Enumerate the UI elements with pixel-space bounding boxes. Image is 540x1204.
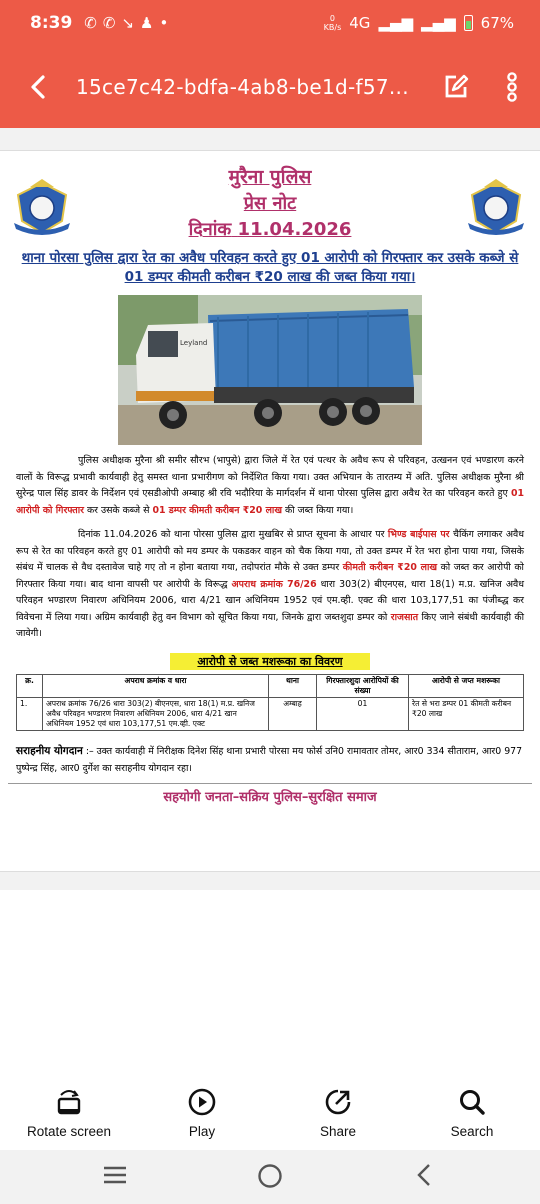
- document-viewer[interactable]: [0, 128, 540, 890]
- play-icon: [187, 1087, 217, 1117]
- table-row: [17, 697, 524, 730]
- edit-button[interactable]: [428, 74, 484, 100]
- doc-type: प्रेस नोट: [243, 193, 297, 214]
- network-type: 4G: [349, 14, 371, 32]
- table-header: थाना: [269, 674, 317, 697]
- system-back-button[interactable]: [414, 1162, 434, 1192]
- table-header-row: [17, 674, 524, 697]
- slogan: सहयोगी जनता–सक्रिय पुलिस–सुरक्षित समाज: [8, 783, 532, 805]
- search-button[interactable]: [442, 1086, 502, 1139]
- table-header: गिरफ्तारशुदा आरोपियों की संख्या: [317, 674, 409, 697]
- headline: थाना पोरसा पुलिस द्वारा रेत का अवैध परिवहन करते हुए 01 आरोपी को गिरफ्तार कर उसके कब्जे से 01 डम्पर कीमती करीबन ₹20 लाख की जब्त किया गया।: [21, 250, 519, 285]
- share-icon: [323, 1087, 353, 1117]
- back-chevron-icon: [414, 1162, 434, 1188]
- table-cell: 1.: [17, 697, 43, 730]
- missed-call-icon: ↘: [121, 14, 135, 32]
- rotate-screen-icon: [55, 1087, 83, 1117]
- home-circle-icon: [256, 1162, 284, 1190]
- police-emblem-right-icon: [462, 177, 530, 237]
- table-cell: अम्बाह: [269, 697, 317, 730]
- press-note: [8, 155, 532, 865]
- search-label: Search: [450, 1124, 494, 1139]
- dumper-truck-image: [118, 295, 422, 445]
- home-button[interactable]: [256, 1162, 284, 1194]
- back-button[interactable]: [0, 74, 76, 100]
- whatsapp-icon: ✆: [84, 14, 97, 32]
- paragraph-1: पुलिस अधीक्षक मुरैना श्री समीर सौरभ (भापुसे) द्वारा जिले में रेत एवं पत्थर के अवैध रूप से परिवहन, उत्खनन एवं भण्डारण करने वालों के विरूद्ध प्रभावी कार्यवाही हेतु समस्त थाना प्रभारीगण को निर्देशित किया गया। उक्त अभियान के तारतम्य में अति. पुलिस अधीक्षक मुरैना श्री सुरेन्द्र पाल सिंह डावर के निर्देशन एवं एसडीओपी अम्बाह श्री रवि भदौरिया के मार्गदर्शन में थाना पोरसा पुलिस द्वारा अवैध रेत का परिवहन करते हुए 01 आरोपी को गिरफ्तार कर उसके कब्जे से 01 डम्पर कीमती करीबन ₹20 लाख की जब्त किया गया।: [16, 455, 525, 516]
- share-label: Share: [319, 1124, 357, 1139]
- file-title: 15ce7c42-bdfa-4ab8-be1d-f57...: [76, 75, 409, 99]
- paragraph-2: दिनांक 11.04.2026 को थाना पोरसा पुलिस द्वारा मुखबिर से प्राप्त सूचना के आधार पर भिण्ड बाईपास पर चैकिंग लगाकर अवैध रूप से रेत का परिवहन करते हुए 01 आरोपी को मय डम्पर के पकडकर वाहन को चैक किया गया, तो उक्त डम्पर में रेत भरा होना पाया गया, जिसके संबंध में चालक से वैध दस्तावेज चाहे गए तो न होना बताया गया, तदोपरांत मौके से उक्त डम्पर कीमती करीबन ₹20 लाख को जब्त कर आरोपी को गिरफ्तार किया गया। बाद थाना वापसी पर आरोपी के विरूद्ध अपराध क्रमांक 76/26 धारा 303(2) बीएनएस, धारा 18(1) म.प्र. खनिज अवैध परिवहन भण्डारण निवारण अधिनियम 2006, धारा 4/21 खान अधिनियम 1952 एवं एम.व्ही. एक्ट की धारा 103,177,51 का पंजीब्द्ध कर विवेचना में लिया गया। अग्रिम कार्यवाही हेतु वन विभाग को सूचित किया गया, जिनके द्वारा जब्तशुदा डम्पर को राजसात किए जाने संबंधी कार्यवाही की जावेगी।: [16, 529, 525, 639]
- dot-icon: •: [159, 14, 169, 32]
- table-cell: 01: [317, 697, 409, 730]
- signal-icon: ▂▄▆: [378, 14, 414, 32]
- dumper-photo: [118, 295, 422, 445]
- table-cell: अपराध क्रमांक 76/26 धारा 303(2) बीएनएस, धारा 18(1) म.प्र. खनिज अवैध परिवहन भण्डारण निवारण अधिनियम 2006, धारा 4/21 खान अधिनियम 1952 एवं धारा 103,177,51 एम.व्ही. एक्ट: [43, 697, 269, 730]
- more-options-button[interactable]: [484, 72, 540, 102]
- edit-icon: [443, 74, 469, 100]
- network-speed: 0 KB/s: [323, 14, 342, 32]
- play-button[interactable]: [172, 1086, 232, 1139]
- table-cell: रेत से भरा डम्पर 01 कीमती करीबन ₹20 लाख: [409, 697, 524, 730]
- doc-date: दिनांक 11.04.2026: [188, 219, 352, 240]
- status-time: 8:39: [30, 13, 73, 33]
- notification-icons: [84, 14, 168, 32]
- rotate-screen-label: Rotate screen: [26, 1124, 112, 1139]
- appreciation: सराहनीय योगदान :– उक्त कार्यवाही में निरीक्षक दिनेश सिंह थाना प्रभारी पोरसा मय फोर्स उनि0 रामावतार तोमर, आर0 334 सीताराम, आर0 977 पुष्पेन्द्र सिंह, आर0 दुर्गेश का सराहनीय योगदान रहा।: [16, 744, 523, 774]
- truck-brand-text: Leyland: [180, 339, 208, 347]
- search-icon: [457, 1087, 487, 1117]
- person-icon: ♟: [140, 14, 154, 32]
- status-bar: [0, 0, 540, 46]
- battery-icon: [464, 15, 473, 31]
- table-header: क्र.: [17, 674, 43, 697]
- document-page: [0, 150, 540, 872]
- app-bar: [0, 46, 540, 128]
- share-button[interactable]: [308, 1086, 368, 1139]
- org-title: मुरैना पुलिस: [228, 166, 312, 188]
- signal-icon-2: ▂▄▆: [421, 14, 456, 32]
- more-vert-icon: [506, 72, 518, 102]
- recent-apps-button[interactable]: [102, 1162, 128, 1192]
- back-arrow-icon: [29, 74, 47, 100]
- seizure-table-title: आरोपी से जब्त मशरूका का विवरण: [170, 653, 370, 670]
- table-header: अपराध क्रमांक व धारा: [43, 674, 269, 697]
- doc-header: [8, 163, 532, 241]
- play-label: Play: [188, 1124, 216, 1139]
- battery-percent: 67%: [480, 14, 514, 32]
- rotate-screen-button[interactable]: [24, 1086, 114, 1139]
- whatsapp-business-icon: ✆: [102, 14, 116, 32]
- menu-lines-icon: [102, 1162, 128, 1188]
- system-nav-bar: [0, 1150, 540, 1204]
- table-header: आरोपी से जप्त मशरूका: [409, 674, 524, 697]
- police-emblem-left-icon: [8, 177, 76, 237]
- bottom-toolbar: [0, 1086, 540, 1150]
- seizure-table: [16, 674, 524, 731]
